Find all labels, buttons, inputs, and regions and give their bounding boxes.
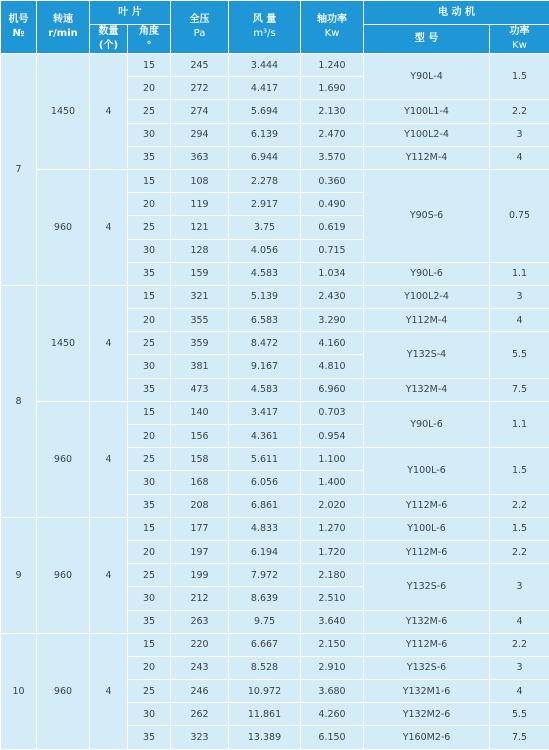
motor-power-cell: 4	[490, 309, 549, 332]
shaft-power-cell: 0.703	[301, 401, 364, 424]
header-shaft-power-label: 轴功率	[301, 13, 363, 27]
angle-cell: 30	[128, 587, 171, 610]
speed-cell: 1450	[37, 285, 90, 401]
machine-no-cell: 8	[1, 285, 37, 517]
pressure-cell: 263	[171, 610, 229, 633]
angle-cell: 35	[128, 610, 171, 633]
motor-model-cell: Y112M-6	[364, 633, 490, 656]
angle-cell: 25	[128, 216, 171, 239]
motor-power-cell: 3	[490, 656, 549, 679]
pressure-cell: 212	[171, 587, 229, 610]
angle-cell: 35	[128, 378, 171, 401]
angle-cell: 30	[128, 703, 171, 726]
angle-cell: 30	[128, 239, 171, 262]
motor-power-cell: 5.5	[490, 332, 549, 378]
airflow-cell: 3.417	[229, 401, 301, 424]
shaft-power-cell: 1.240	[301, 54, 364, 77]
airflow-cell: 6.194	[229, 540, 301, 563]
pressure-cell: 121	[171, 216, 229, 239]
motor-power-cell: 2.2	[490, 633, 549, 656]
table-row	[1, 169, 549, 192]
motor-model-cell: Y112M-6	[364, 494, 490, 517]
angle-cell: 15	[128, 517, 171, 540]
motor-power-cell: 3	[490, 123, 549, 146]
blade-count-cell: 4	[90, 401, 128, 517]
shaft-power-cell: 2.180	[301, 564, 364, 587]
shaft-power-cell: 2.430	[301, 285, 364, 308]
motor-power-cell: 7.5	[490, 378, 549, 401]
airflow-cell: 4.361	[229, 425, 301, 448]
motor-model-cell: Y112M-4	[364, 309, 490, 332]
motor-model-cell: Y100L-6	[364, 517, 490, 540]
motor-model-cell: Y132M1-6	[364, 680, 490, 703]
header-airflow-unit: m³/s	[229, 27, 300, 41]
header-blade-count-unit: (个)	[90, 39, 127, 53]
speed-cell: 1450	[37, 54, 90, 170]
shaft-power-cell: 0.360	[301, 169, 364, 192]
pressure-cell: 108	[171, 169, 229, 192]
motor-model-cell: Y112M-6	[364, 540, 490, 563]
blade-count-cell: 4	[90, 54, 128, 170]
pressure-cell: 359	[171, 332, 229, 355]
pressure-cell: 159	[171, 262, 229, 285]
header-airflow	[229, 1, 301, 54]
header-blade-angle-unit: °	[128, 39, 170, 53]
header-pressure	[171, 1, 229, 54]
shaft-power-cell: 2.020	[301, 494, 364, 517]
airflow-cell: 4.417	[229, 77, 301, 100]
angle-cell: 20	[128, 540, 171, 563]
pressure-cell: 355	[171, 309, 229, 332]
header-motor: 电 动 机	[364, 1, 549, 25]
angle-cell: 25	[128, 448, 171, 471]
header-blade-count	[90, 25, 128, 54]
airflow-cell: 6.583	[229, 309, 301, 332]
blade-count-cell: 4	[90, 633, 128, 749]
speed-cell: 960	[37, 401, 90, 517]
header-motor-power-unit: Kw	[490, 39, 549, 53]
motor-model-cell: Y112M-4	[364, 146, 490, 169]
airflow-cell: 9.75	[229, 610, 301, 633]
shaft-power-cell: 2.470	[301, 123, 364, 146]
airflow-cell: 3.444	[229, 54, 301, 77]
angle-cell: 15	[128, 54, 171, 77]
header-motor-power-label: 功率	[490, 25, 549, 39]
airflow-cell: 5.611	[229, 448, 301, 471]
motor-power-cell: 2.2	[490, 100, 549, 123]
shaft-power-cell: 4.810	[301, 355, 364, 378]
shaft-power-cell: 1.720	[301, 540, 364, 563]
airflow-cell: 2.917	[229, 193, 301, 216]
blade-count-cell: 4	[90, 517, 128, 633]
airflow-cell: 7.972	[229, 564, 301, 587]
pressure-cell: 272	[171, 77, 229, 100]
shaft-power-cell: 3.680	[301, 680, 364, 703]
shaft-power-cell: 4.260	[301, 703, 364, 726]
motor-power-cell: 1.1	[490, 401, 549, 447]
motor-model-cell: Y132M-4	[364, 378, 490, 401]
airflow-cell: 3.75	[229, 216, 301, 239]
angle-cell: 15	[128, 169, 171, 192]
motor-power-cell: 3	[490, 564, 549, 610]
angle-cell: 20	[128, 77, 171, 100]
shaft-power-cell: 1.400	[301, 471, 364, 494]
pressure-cell: 274	[171, 100, 229, 123]
shaft-power-cell: 3.290	[301, 309, 364, 332]
airflow-cell: 2.278	[229, 169, 301, 192]
motor-model-cell: Y132M2-6	[364, 703, 490, 726]
airflow-cell: 6.861	[229, 494, 301, 517]
motor-model-cell: Y100L-6	[364, 448, 490, 494]
airflow-cell: 9.167	[229, 355, 301, 378]
motor-model-cell: Y100L2-4	[364, 285, 490, 308]
angle-cell: 30	[128, 355, 171, 378]
pressure-cell: 199	[171, 564, 229, 587]
airflow-cell: 4.833	[229, 517, 301, 540]
shaft-power-cell: 0.715	[301, 239, 364, 262]
shaft-power-cell: 3.570	[301, 146, 364, 169]
machine-no-cell: 7	[1, 54, 37, 286]
motor-power-cell: 0.75	[490, 169, 549, 262]
header-speed	[37, 1, 90, 54]
angle-cell: 35	[128, 262, 171, 285]
angle-cell: 35	[128, 494, 171, 517]
motor-power-cell: 1.5	[490, 517, 549, 540]
airflow-cell: 4.583	[229, 262, 301, 285]
header-blade-angle-label: 角度	[128, 25, 170, 39]
airflow-cell: 8.528	[229, 656, 301, 679]
airflow-cell: 11.861	[229, 703, 301, 726]
blade-count-cell: 4	[90, 169, 128, 285]
angle-cell: 20	[128, 656, 171, 679]
airflow-cell: 8.639	[229, 587, 301, 610]
motor-model-cell: Y100L2-4	[364, 123, 490, 146]
motor-model-cell: Y100L1-4	[364, 100, 490, 123]
shaft-power-cell: 0.619	[301, 216, 364, 239]
angle-cell: 30	[128, 471, 171, 494]
header-shaft-power-unit: Kw	[301, 27, 363, 41]
motor-power-cell: 4	[490, 610, 549, 633]
shaft-power-cell: 3.640	[301, 610, 364, 633]
angle-cell: 20	[128, 193, 171, 216]
shaft-power-cell: 2.510	[301, 587, 364, 610]
header-speed-unit: r/min	[37, 27, 89, 41]
airflow-cell: 6.944	[229, 146, 301, 169]
pressure-cell: 321	[171, 285, 229, 308]
motor-power-cell: 1.5	[490, 448, 549, 494]
header-machine-no-label: 机号	[1, 13, 36, 27]
table-row	[1, 633, 549, 656]
shaft-power-cell: 1.034	[301, 262, 364, 285]
shaft-power-cell: 4.160	[301, 332, 364, 355]
motor-power-cell: 1.1	[490, 262, 549, 285]
motor-power-cell: 3	[490, 285, 549, 308]
table-row	[1, 401, 549, 424]
header-blade: 叶 片	[90, 1, 171, 25]
table-row	[1, 517, 549, 540]
header-pressure-label: 全压	[171, 13, 228, 27]
pressure-cell: 119	[171, 193, 229, 216]
airflow-cell: 4.056	[229, 239, 301, 262]
machine-no-cell: 10	[1, 633, 37, 749]
shaft-power-cell: 0.490	[301, 193, 364, 216]
angle-cell: 25	[128, 564, 171, 587]
angle-cell: 15	[128, 633, 171, 656]
airflow-cell: 8.472	[229, 332, 301, 355]
angle-cell: 25	[128, 680, 171, 703]
motor-model-cell: Y160M2-6	[364, 726, 490, 749]
table-row	[1, 285, 549, 308]
angle-cell: 35	[128, 146, 171, 169]
pressure-cell: 246	[171, 680, 229, 703]
motor-power-cell: 4	[490, 146, 549, 169]
motor-model-cell: Y132S-6	[364, 656, 490, 679]
pressure-cell: 208	[171, 494, 229, 517]
shaft-power-cell: 0.954	[301, 425, 364, 448]
angle-cell: 15	[128, 285, 171, 308]
header-motor-power	[490, 25, 549, 54]
shaft-power-cell: 2.130	[301, 100, 364, 123]
motor-model-cell: Y90L-6	[364, 262, 490, 285]
motor-power-cell: 2.2	[490, 540, 549, 563]
pressure-cell: 177	[171, 517, 229, 540]
machine-no-cell: 9	[1, 517, 37, 633]
airflow-cell: 6.056	[229, 471, 301, 494]
motor-model-cell: Y132M-6	[364, 610, 490, 633]
motor-power-cell: 7.5	[490, 726, 549, 749]
shaft-power-cell: 6.960	[301, 378, 364, 401]
header-pressure-unit: Pa	[171, 27, 228, 41]
airflow-cell: 10.972	[229, 680, 301, 703]
pressure-cell: 156	[171, 425, 229, 448]
motor-model-cell: Y90L-4	[364, 54, 490, 100]
speed-cell: 960	[37, 517, 90, 633]
shaft-power-cell: 1.100	[301, 448, 364, 471]
airflow-cell: 6.667	[229, 633, 301, 656]
airflow-cell: 13.389	[229, 726, 301, 749]
angle-cell: 25	[128, 100, 171, 123]
header-speed-label: 转速	[37, 13, 89, 27]
angle-cell: 20	[128, 309, 171, 332]
motor-power-cell: 2.2	[490, 494, 549, 517]
motor-model-cell: Y90S-6	[364, 169, 490, 262]
pressure-cell: 128	[171, 239, 229, 262]
motor-model-cell: Y90L-6	[364, 401, 490, 447]
header-motor-model: 型 号	[364, 25, 490, 54]
pressure-cell: 381	[171, 355, 229, 378]
shaft-power-cell: 2.910	[301, 656, 364, 679]
shaft-power-cell: 1.270	[301, 517, 364, 540]
table-row	[1, 54, 549, 77]
header-machine-no-sub: №	[1, 27, 36, 41]
motor-model-cell: Y132S-4	[364, 332, 490, 378]
header-shaft-power	[301, 1, 364, 54]
shaft-power-cell: 6.150	[301, 726, 364, 749]
pressure-cell: 294	[171, 123, 229, 146]
pressure-cell: 197	[171, 540, 229, 563]
speed-cell: 960	[37, 633, 90, 749]
pressure-cell: 473	[171, 378, 229, 401]
motor-power-cell: 5.5	[490, 703, 549, 726]
motor-model-cell: Y132S-6	[364, 564, 490, 610]
header-airflow-label: 风 量	[229, 13, 300, 27]
header-machine-no	[1, 1, 37, 54]
angle-cell: 25	[128, 332, 171, 355]
pressure-cell: 323	[171, 726, 229, 749]
shaft-power-cell: 1.690	[301, 77, 364, 100]
blade-count-cell: 4	[90, 285, 128, 401]
angle-cell: 35	[128, 726, 171, 749]
angle-cell: 15	[128, 401, 171, 424]
pressure-cell: 140	[171, 401, 229, 424]
motor-power-cell: 1.5	[490, 54, 549, 100]
shaft-power-cell: 2.150	[301, 633, 364, 656]
airflow-cell: 5.694	[229, 100, 301, 123]
angle-cell: 30	[128, 123, 171, 146]
pressure-cell: 245	[171, 54, 229, 77]
angle-cell: 20	[128, 425, 171, 448]
airflow-cell: 4.583	[229, 378, 301, 401]
motor-power-cell: 4	[490, 680, 549, 703]
airflow-cell: 5.139	[229, 285, 301, 308]
header-blade-count-label: 数量	[90, 25, 127, 39]
pressure-cell: 243	[171, 656, 229, 679]
speed-cell: 960	[37, 169, 90, 285]
pressure-cell: 363	[171, 146, 229, 169]
pressure-cell: 220	[171, 633, 229, 656]
pressure-cell: 168	[171, 471, 229, 494]
pressure-cell: 262	[171, 703, 229, 726]
header-blade-angle	[128, 25, 171, 54]
pressure-cell: 158	[171, 448, 229, 471]
airflow-cell: 6.139	[229, 123, 301, 146]
